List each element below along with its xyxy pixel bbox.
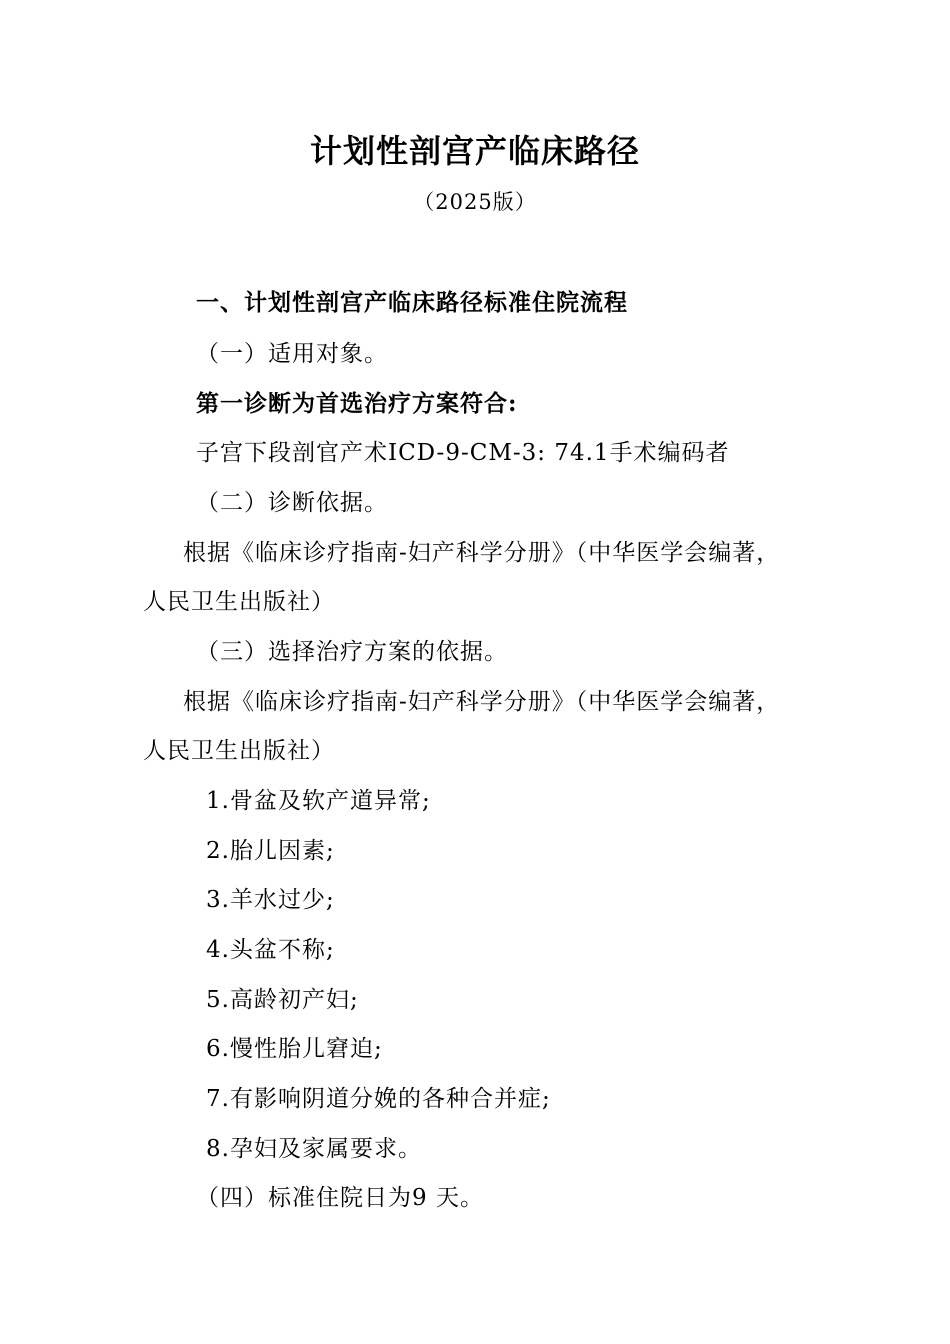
section-heading: 一、计划性剖宫产临床路径标准住院流程 — [196, 290, 628, 316]
list-item: 1.骨盆及软产道异常; — [206, 788, 431, 814]
list-item: 6.慢性胎儿窘迫; — [206, 1036, 383, 1062]
item-diagnosis-basis: （二）诊断依据。 — [196, 490, 388, 516]
item-hospital-stay: （四）标准住院日为9 天。 — [196, 1185, 484, 1211]
list-item: 4.头盆不称; — [206, 937, 335, 963]
document-title: 计划性剖宫产临床路径 — [309, 132, 640, 170]
item-applicable-scope: （一）适用对象。 — [196, 341, 388, 367]
diagnosis-reference-line2: 人民卫生出版社） — [143, 589, 335, 615]
list-item: 3.羊水过少; — [206, 887, 335, 913]
treatment-reference-line2: 人民卫生出版社） — [143, 738, 335, 764]
item-first-diagnosis: 第一诊断为首选治疗方案符合: — [196, 390, 518, 417]
item-procedure-code: 子宫下段剖官产术ICD-9-CM-3: 74.1手术编码者 — [196, 440, 730, 466]
list-item: 2.胎儿因素; — [206, 838, 335, 864]
document-subtitle: （2025版） — [413, 190, 537, 214]
diagnosis-reference-line1: 根据《临床诊疗指南-妇产科学分册》（中华医学会编著， — [183, 540, 781, 566]
item-treatment-basis: （三）选择治疗方案的依据。 — [196, 639, 508, 665]
list-item: 7.有影响阴道分娩的各种合并症; — [206, 1086, 551, 1112]
list-item: 8.孕妇及家属要求。 — [206, 1136, 422, 1162]
treatment-reference-line1: 根据《临床诊疗指南-妇产科学分册》（中华医学会编著， — [183, 689, 781, 715]
list-item: 5.高龄初产妇; — [206, 987, 359, 1013]
